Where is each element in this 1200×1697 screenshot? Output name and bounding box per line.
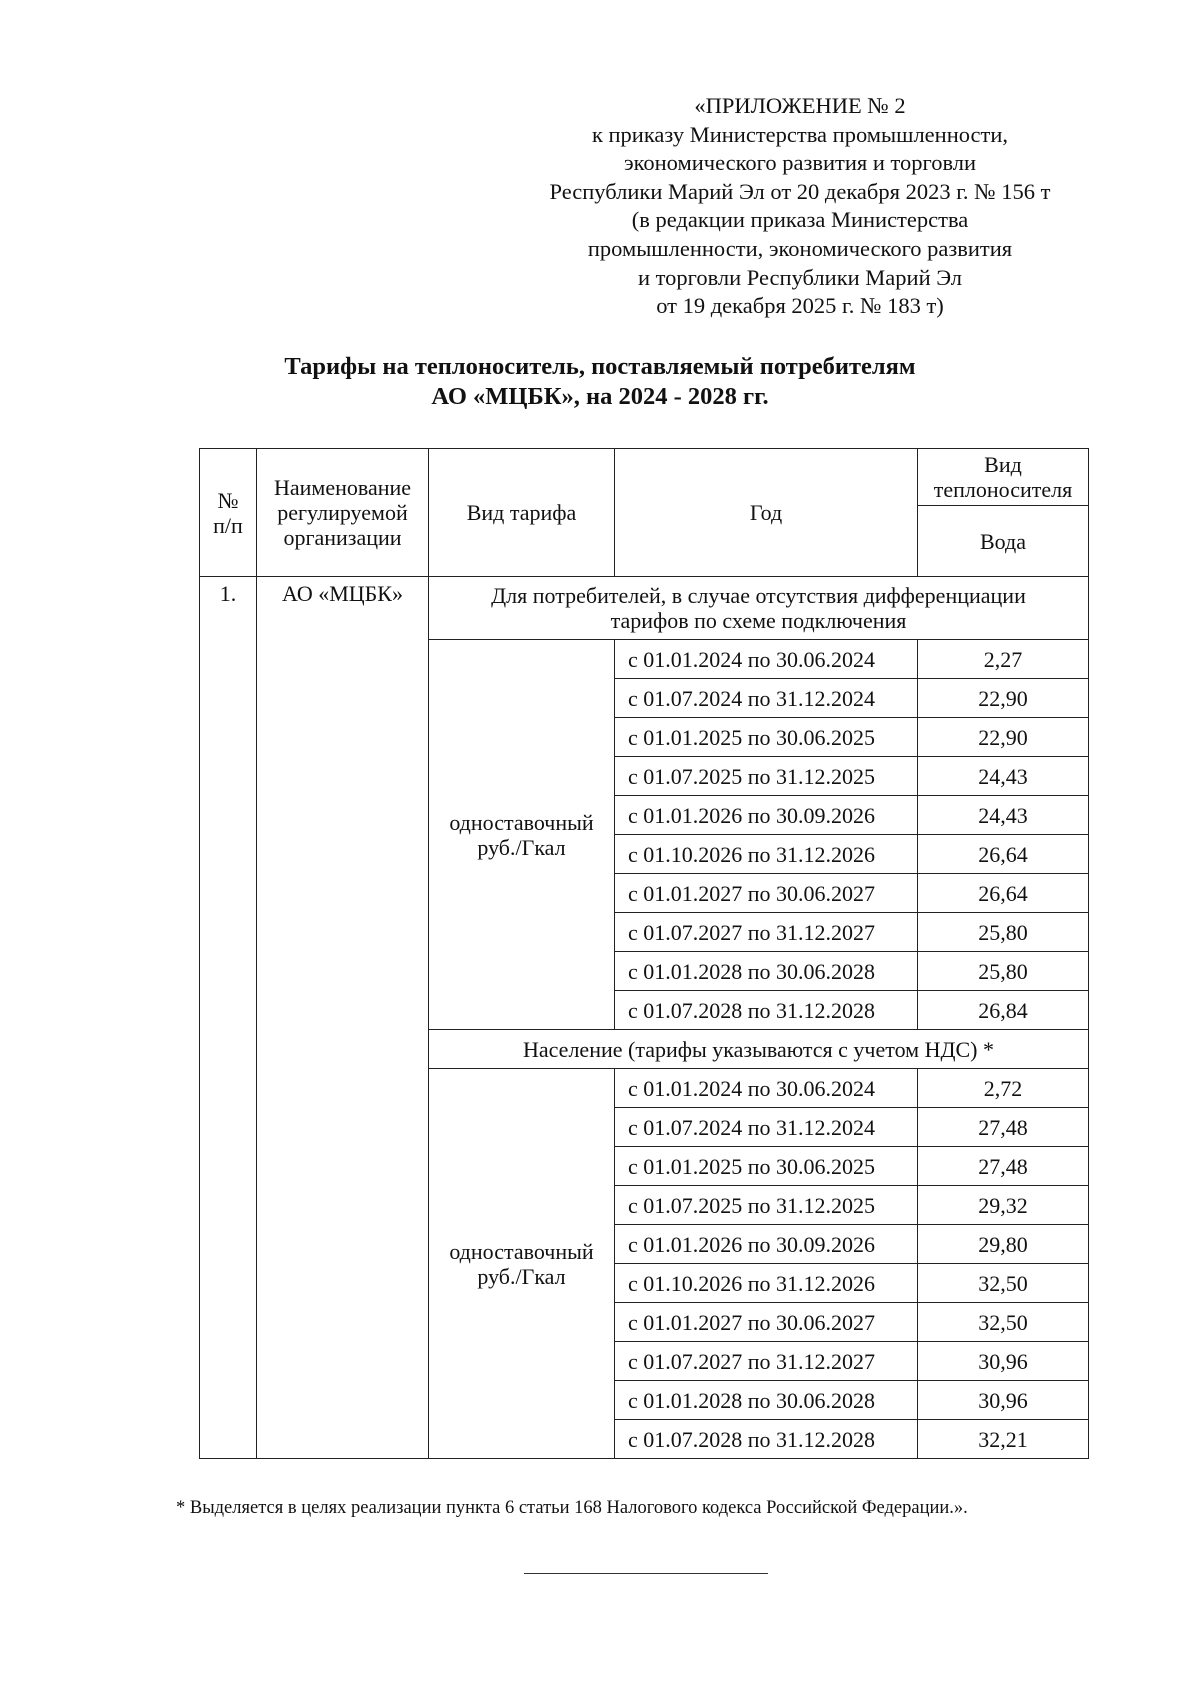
value-cell: 29,80 bbox=[918, 1225, 1089, 1264]
appendix-line: Республики Марий Эл от 20 декабря 2023 г. № 156 т bbox=[549, 178, 1051, 204]
header-organization: Наименование регулируемой организации bbox=[257, 449, 429, 577]
period-cell: с 01.01.2025 по 30.06.2025 bbox=[615, 718, 918, 757]
value-cell: 29,32 bbox=[918, 1186, 1089, 1225]
value-cell: 32,50 bbox=[918, 1303, 1089, 1342]
appendix-line: и торговли Республики Марий Эл bbox=[637, 264, 963, 290]
title-line-2: АО «МЦБК», на 2024 - 2028 гг. bbox=[431, 383, 769, 410]
header-row bbox=[200, 449, 1089, 506]
appendix-line: к приказу Министерства промышленности, bbox=[591, 121, 1009, 147]
group-title bbox=[429, 1030, 1089, 1069]
value-cell: 25,80 bbox=[918, 952, 1089, 991]
value-cell: 26,64 bbox=[918, 874, 1089, 913]
value-cell: 26,84 bbox=[918, 991, 1089, 1030]
group-title-line: Население (тарифы указываются с учетом НДС) * bbox=[523, 1036, 994, 1062]
period-cell: с 01.01.2028 по 30.06.2028 bbox=[615, 952, 918, 991]
period-cell: с 01.07.2025 по 31.12.2025 bbox=[615, 1186, 918, 1225]
period-cell: с 01.01.2027 по 30.06.2027 bbox=[615, 874, 918, 913]
tariff-type-cell bbox=[429, 640, 615, 1030]
tariff-type-label: одноставочный bbox=[449, 809, 594, 835]
value-cell: 25,80 bbox=[918, 913, 1089, 952]
period-cell: с 01.07.2024 по 31.12.2024 bbox=[615, 679, 918, 718]
period-cell: с 01.01.2026 по 30.09.2026 bbox=[615, 796, 918, 835]
header-year: Год bbox=[615, 449, 918, 577]
period-cell: с 01.01.2024 по 30.06.2024 bbox=[615, 1069, 918, 1108]
appendix-line: промышленности, экономического развития bbox=[587, 235, 1013, 261]
value-cell: 24,43 bbox=[918, 796, 1089, 835]
separator-line bbox=[524, 1573, 768, 1574]
period-cell: с 01.10.2026 по 31.12.2026 bbox=[615, 835, 918, 874]
appendix-line: «ПРИЛОЖЕНИЕ № 2 bbox=[694, 93, 906, 118]
footnote: * Выделяется в целях реализации пункта 6 статьи 168 Налогового кодекса Российской Федерации.». bbox=[176, 1498, 968, 1518]
appendix-header bbox=[500, 92, 1100, 321]
appendix-line: (в редакции приказа Министерства bbox=[631, 207, 969, 233]
title-line-1: Тарифы на теплоноситель, поставляемый потребителям bbox=[284, 353, 916, 380]
value-cell: 27,48 bbox=[918, 1108, 1089, 1147]
value-cell: 22,90 bbox=[918, 718, 1089, 757]
period-cell: с 01.01.2026 по 30.09.2026 bbox=[615, 1225, 918, 1264]
group-header-row bbox=[200, 577, 1089, 640]
period-cell: с 01.07.2024 по 31.12.2024 bbox=[615, 1108, 918, 1147]
period-cell: с 01.10.2026 по 31.12.2026 bbox=[615, 1264, 918, 1303]
value-cell: 27,48 bbox=[918, 1147, 1089, 1186]
tariff-unit-label: руб./Гкал bbox=[477, 1263, 566, 1289]
group-title-line: тарифов по схеме подключения bbox=[610, 608, 907, 633]
value-cell: 2,72 bbox=[918, 1069, 1089, 1108]
row-number: 1. bbox=[200, 577, 257, 1459]
period-cell: с 01.07.2028 по 31.12.2028 bbox=[615, 1420, 918, 1459]
header-tariff-type: Вид тарифа bbox=[429, 449, 615, 577]
value-cell: 32,50 bbox=[918, 1264, 1089, 1303]
period-cell: с 01.07.2025 по 31.12.2025 bbox=[615, 757, 918, 796]
value-cell: 30,96 bbox=[918, 1342, 1089, 1381]
tariff-table bbox=[199, 448, 1089, 1459]
document-title bbox=[180, 352, 1020, 412]
group-title bbox=[429, 577, 1089, 640]
organization-name: АО «МЦБК» bbox=[257, 577, 429, 1459]
period-cell: с 01.01.2028 по 30.06.2028 bbox=[615, 1381, 918, 1420]
value-cell: 22,90 bbox=[918, 679, 1089, 718]
appendix-line: от 19 декабря 2025 г. № 183 т) bbox=[656, 293, 944, 319]
tariff-unit-label: руб./Гкал bbox=[477, 834, 566, 860]
period-cell: с 01.01.2027 по 30.06.2027 bbox=[615, 1303, 918, 1342]
period-cell: с 01.07.2027 по 31.12.2027 bbox=[615, 1342, 918, 1381]
group-title-line: Для потребителей, в случае отсутствия дифференциации bbox=[491, 583, 1026, 608]
tariff-type-label: одноставочный bbox=[449, 1238, 594, 1264]
header-carrier: Вид теплоносителя bbox=[918, 449, 1089, 506]
value-cell: 32,21 bbox=[918, 1420, 1089, 1459]
value-cell: 30,96 bbox=[918, 1381, 1089, 1420]
tariff-type-cell bbox=[429, 1069, 615, 1459]
value-cell: 24,43 bbox=[918, 757, 1089, 796]
period-cell: с 01.01.2025 по 30.06.2025 bbox=[615, 1147, 918, 1186]
header-water: Вода bbox=[918, 506, 1089, 577]
header-number: № п/п bbox=[200, 449, 257, 577]
appendix-line: экономического развития и торговли bbox=[623, 150, 977, 176]
value-cell: 2,27 bbox=[918, 640, 1089, 679]
value-cell: 26,64 bbox=[918, 835, 1089, 874]
period-cell: с 01.07.2028 по 31.12.2028 bbox=[615, 991, 918, 1030]
period-cell: с 01.07.2027 по 31.12.2027 bbox=[615, 913, 918, 952]
period-cell: с 01.01.2024 по 30.06.2024 bbox=[615, 640, 918, 679]
